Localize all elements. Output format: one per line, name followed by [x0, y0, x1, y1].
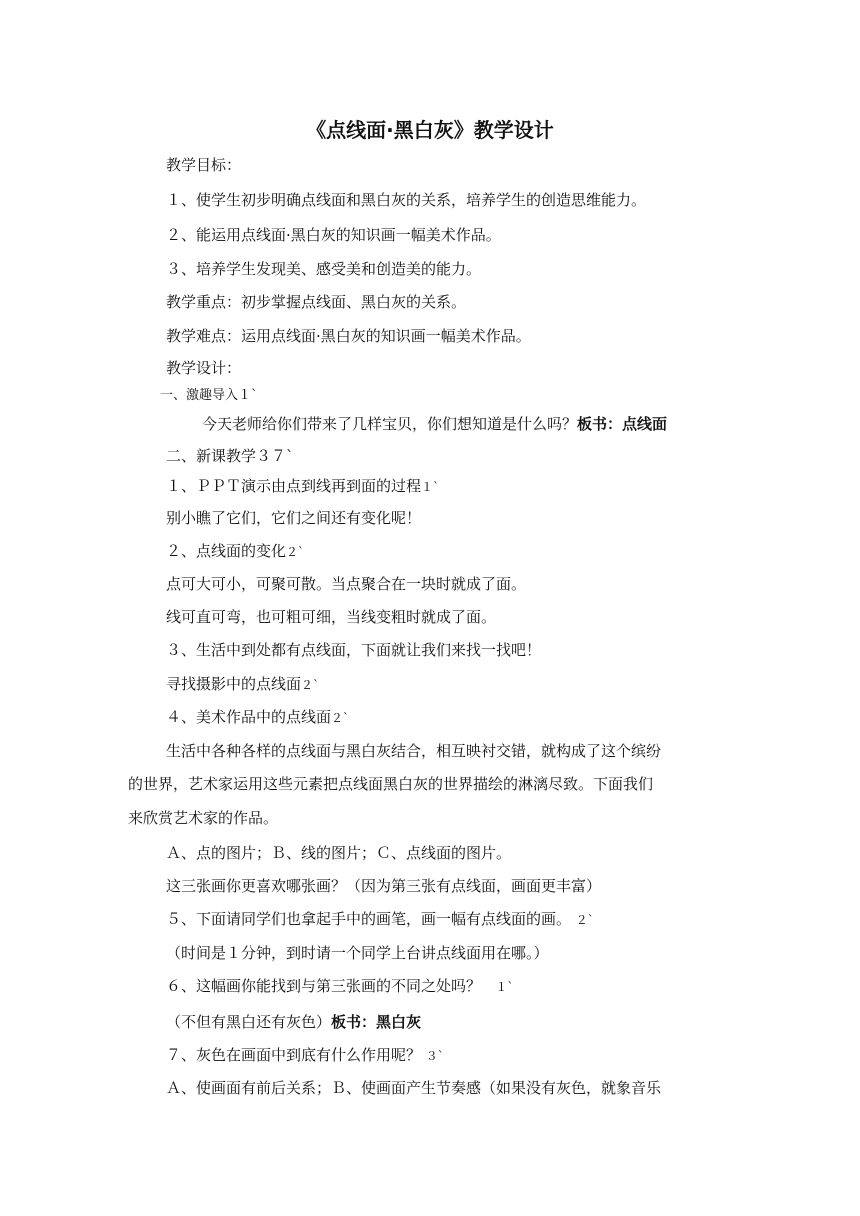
section-objectives-heading: 教学目标： [166, 156, 242, 174]
step-2-text: ２、点线面的变化 [166, 542, 287, 560]
photo-search-text: 寻找摄影中的点线面 [166, 675, 302, 693]
key-point: 教学重点：初步掌握点线面、黑白灰的关系。 [166, 293, 467, 311]
step-7-answer: Ａ、使画面有前后关系；Ｂ、使画面产生节奏感（如果没有灰色，就象音乐 [166, 1079, 662, 1097]
picture-list: Ａ、点的图片；Ｂ、线的图片；Ｃ、点线面的图片。 [166, 844, 512, 862]
dot-change-text: 点可大可小，可聚可散。当点聚合在一块时就成了面。 [166, 575, 527, 593]
step-1-remark: 别小瞧了它们，它们之间还有变化呢！ [166, 509, 422, 527]
paragraph-line-2: 的世界，艺术家运用这些元素把点线面黑白灰的世界描绘的淋漓尽致。下面我们 [128, 775, 654, 793]
step-2 [166, 541, 304, 562]
objective-3: ３、培养学生发现美、感受美和创造美的能力。 [166, 260, 482, 278]
part-2-heading: 二、新课教学３７` [166, 447, 294, 465]
part-1-heading: 一、激趣导入１` [160, 388, 258, 403]
paragraph-line-3: 来欣赏艺术家的作品。 [128, 809, 279, 827]
step-6 [166, 976, 513, 997]
step-6-time: １` [495, 980, 514, 994]
photo-search [166, 674, 319, 695]
board-note-2: 板书：黑白灰 [331, 1013, 422, 1031]
step-2-time: ２` [286, 545, 305, 559]
step-1 [166, 476, 439, 497]
step-4-text: ４、美术作品中的点线面 [166, 708, 332, 726]
step-4 [166, 707, 349, 728]
step-5-time: ２` [575, 913, 594, 927]
board-note-1: 板书：点线面 [577, 415, 668, 433]
step-6-text: ６、这幅画你能找到与第三张画的不同之处吗？ [166, 977, 482, 995]
preference-question: 这三张画你更喜欢哪张画？（因为第三张有点线面，画面更丰富） [166, 877, 602, 895]
step-3: ３、生活中到处都有点线面，下面就让我们来找一找吧！ [166, 641, 542, 659]
objective-2: ２、能运用点线面·黑白灰的知识画一幅美术作品。 [166, 226, 501, 244]
line-change-text: 线可直可弯，也可粗可细，当线变粗时就成了面。 [166, 608, 497, 626]
step-5-remark: （时间是１分钟，到时请一个同学上台讲点线面用在哪。） [166, 944, 549, 962]
photo-search-time: ２` [301, 678, 320, 692]
paragraph-line-1: 生活中各种各样的点线面与黑白灰结合，相互映衬交错，就构成了这个缤纷 [166, 742, 662, 760]
difficult-point: 教学难点：运用点线面·黑白灰的知识画一幅美术作品。 [166, 327, 531, 345]
section-design-heading: 教学设计： [166, 359, 242, 377]
document-title: 《点线面·黑白灰》教学设计 [306, 118, 554, 142]
step-4-time: ２` [331, 711, 350, 725]
step-7-text: ７、灰色在画面中到底有什么作用呢？ [166, 1046, 422, 1064]
step-1-time: １` [421, 480, 440, 494]
step-1-text: １、ＰＰＴ演示由点到线再到面的过程 [166, 477, 422, 495]
step-6-answer-text: （不但有黑白还有灰色） [166, 1013, 332, 1031]
step-6-answer [166, 1012, 421, 1032]
step-5-text: ５、下面请同学们也拿起手中的画笔，画一幅有点线面的画。 [166, 910, 572, 928]
objective-1: １、使学生初步明确点线面和黑白灰的关系，培养学生的创造思维能力。 [166, 191, 647, 209]
step-5 [166, 909, 594, 930]
step-7 [166, 1045, 444, 1066]
step-7-time: ３` [425, 1049, 444, 1063]
intro-text: 今天老师给你们带来了几样宝贝，你们想知道是什么吗？ [202, 415, 578, 433]
intro-paragraph [202, 414, 667, 434]
